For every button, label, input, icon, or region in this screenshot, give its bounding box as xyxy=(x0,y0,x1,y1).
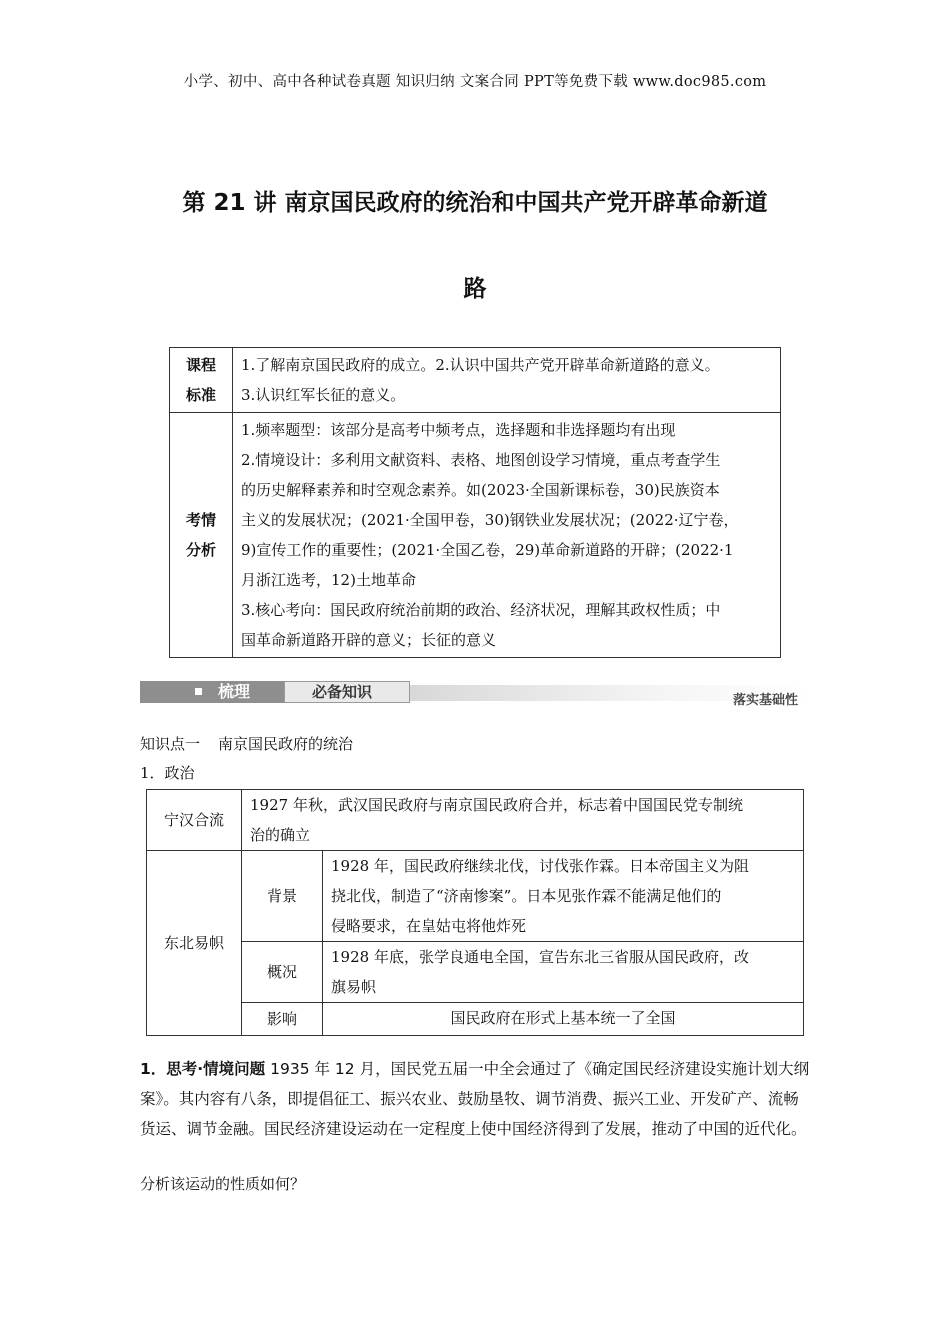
question-paragraph xyxy=(140,1054,812,1144)
analysis-head-b: 分析 xyxy=(185,541,216,559)
row-text-cell: 国民政府在形式上基本统一了全国 xyxy=(323,1003,804,1036)
sub-label-cell: 背景 xyxy=(242,851,323,942)
cell-line: 治的确立 xyxy=(250,826,311,844)
question-text: 1935 年 12 月，国民党五届一中全会通过了《确定国民经济建设实施计划大纲案》。其内容有八条，即提倡征工、振兴农业、鼓励垦牧、调节消费、振兴工业、开发矿产、流畅货运、调节金融。国民经济建设运动在一定程度上使中国经济得到了发展，推动了中国的近代化。 xyxy=(140,1060,810,1138)
standards-line: 1.了解南京国民政府的成立。2.认识中国共产党开辟革命新道路的意义。 xyxy=(241,356,720,374)
knowledge-point-label: 知识点一 xyxy=(140,735,201,753)
analysis-line: 9)宣传工作的重要性；(2021·全国乙卷，29)革命新道路的开辟；(2022·1 xyxy=(241,541,734,559)
table-row xyxy=(147,851,804,942)
analysis-line: 主义的发展状况；(2021·全国甲卷，30)钢铁业发展状况；(2022·辽宁卷， xyxy=(241,511,739,529)
banner-dark-bar xyxy=(140,681,284,703)
standards-head-a: 课程 xyxy=(185,356,216,374)
table-row xyxy=(147,790,804,851)
cell-line: 1928 年，国民政府继续北伐，讨伐张作霖。日本帝国主义为阻 xyxy=(331,857,749,875)
lecture-title-line2: 路 xyxy=(463,276,487,302)
cell-line: 挠北伐，制造了“济南惨案”。日本见张作霖不能满足他们的 xyxy=(331,887,722,905)
standards-head-cell xyxy=(170,348,233,413)
table-row xyxy=(170,413,781,658)
analysis-head-cell xyxy=(170,413,233,658)
row-label-cell: 东北易帜 xyxy=(147,851,242,1036)
knowledge-point-heading xyxy=(140,733,353,754)
question-prompt: 分析该运动的性质如何？ xyxy=(140,1175,306,1193)
row-label-cell: 宁汉合流 xyxy=(147,790,242,851)
site-header: 小学、初中、高中各种试卷真题 知识归纳 文案合同 PPT等免费下载 www.doc985.com xyxy=(183,74,767,90)
table-row xyxy=(147,942,804,1003)
politics-table xyxy=(146,789,804,1036)
table-row xyxy=(170,348,781,413)
section-heading: 1．政治 xyxy=(140,764,195,782)
curriculum-standards-table xyxy=(169,347,781,658)
knowledge-point-title: 南京国民政府的统治 xyxy=(218,735,354,753)
lecture-title-line1: 第 21 讲 南京国民政府的统治和中国共产党开辟革命新道 xyxy=(182,190,768,216)
analysis-line: 2.情境设计：多利用文献资料、表格、地图创设学习情境，重点考查学生 xyxy=(241,451,721,469)
banner-label-foundation: 落实基础性 xyxy=(732,693,798,708)
row-text-cell xyxy=(242,790,804,851)
analysis-body-cell xyxy=(233,413,781,658)
analysis-head-a: 考情 xyxy=(185,511,216,529)
banner-label-knowledge: 必备知识 xyxy=(312,683,373,701)
question-lead: 1．思考·情境问题 xyxy=(140,1060,266,1078)
square-bullet-icon xyxy=(195,688,202,695)
analysis-line: 3.核心考向：国民政府统治前期的政治、经济状况，理解其政权性质；中 xyxy=(241,601,721,619)
cell-line: 旗易帜 xyxy=(331,978,377,996)
standards-head-b: 标准 xyxy=(185,386,216,404)
section-banner xyxy=(140,681,810,707)
cell-line: 1927 年秋，武汉国民政府与南京国民政府合并，标志着中国国民党专制统 xyxy=(250,796,743,814)
sub-label-cell: 概况 xyxy=(242,942,323,1003)
analysis-line: 国革命新道路开辟的意义；长征的意义 xyxy=(241,631,497,649)
cell-line: 1928 年底，张学良通电全国，宣告东北三省服从国民政府，改 xyxy=(331,948,749,966)
row-text-cell xyxy=(323,942,804,1003)
analysis-line: 月浙江选考，12)土地革命 xyxy=(241,571,416,589)
row-text-cell xyxy=(323,851,804,942)
sub-label-cell: 影响 xyxy=(242,1003,323,1036)
cell-line: 侵略要求，在皇姑屯将他炸死 xyxy=(331,917,527,935)
standards-body-cell xyxy=(233,348,781,413)
standards-line: 3.认识红军长征的意义。 xyxy=(241,386,406,404)
analysis-line: 1.频率题型：该部分是高考中频考点，选择题和非选择题均有出现 xyxy=(241,421,676,439)
banner-label-sort: 梳理 xyxy=(218,682,251,701)
table-row xyxy=(147,1003,804,1036)
analysis-line: 的历史解释素养和时空观念素养。如(2023·全国新课标卷，30)民族资本 xyxy=(241,481,720,499)
